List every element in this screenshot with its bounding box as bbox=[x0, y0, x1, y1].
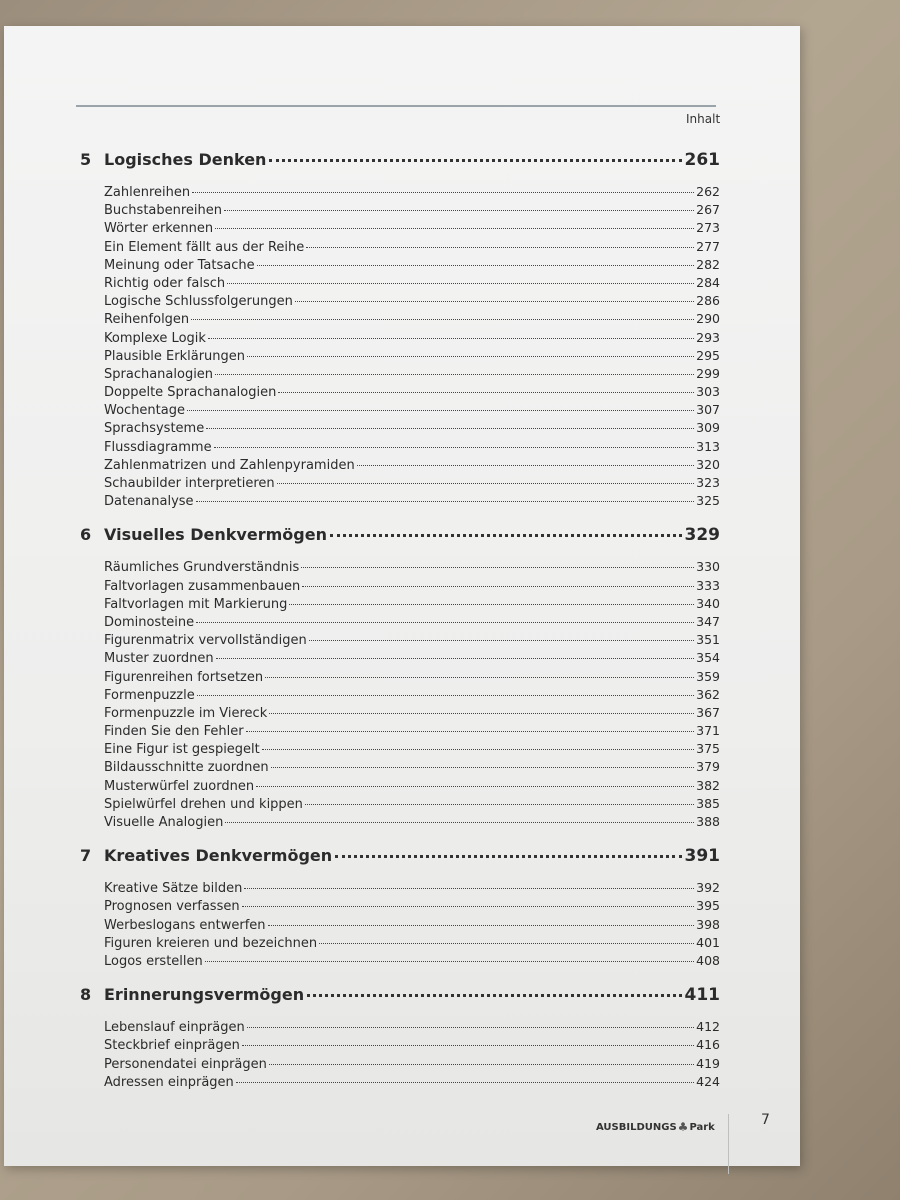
entry-title: Logos erstellen bbox=[104, 953, 203, 969]
dot-leader bbox=[236, 1082, 694, 1083]
dot-leader bbox=[269, 159, 681, 162]
entry-page: 333 bbox=[696, 577, 720, 593]
entry-page: 313 bbox=[696, 438, 720, 454]
toc-entry bbox=[104, 687, 720, 705]
toc-entry bbox=[104, 239, 720, 257]
chapter-number: 8 bbox=[80, 985, 92, 1005]
toc-entry bbox=[104, 898, 720, 916]
dot-leader bbox=[289, 604, 694, 605]
toc-entry bbox=[104, 778, 720, 796]
chapter-title: Visuelles Denkvermögen bbox=[104, 525, 327, 545]
dot-leader bbox=[265, 677, 694, 678]
dot-leader bbox=[247, 1027, 694, 1028]
chapter-entries bbox=[80, 1019, 720, 1092]
table-of-contents bbox=[80, 150, 720, 1106]
dot-leader bbox=[216, 658, 694, 659]
toc-entry bbox=[104, 457, 720, 475]
toc-entry bbox=[104, 330, 720, 348]
entry-title: Räumliches Grundverständnis bbox=[104, 560, 300, 576]
dot-leader bbox=[277, 483, 694, 484]
publisher-logo bbox=[596, 1120, 715, 1134]
entry-title: Werbeslogans entwerfen bbox=[104, 917, 266, 933]
entry-title: Zahlenreihen bbox=[104, 185, 191, 200]
entry-page: 340 bbox=[696, 595, 720, 611]
entry-title: Faltvorlagen zusammenbauen bbox=[104, 578, 301, 594]
toc-entry bbox=[104, 402, 720, 420]
entry-title: Buchstabenreihen bbox=[104, 203, 223, 219]
toc-entry bbox=[104, 293, 720, 311]
dot-leader bbox=[244, 888, 694, 889]
toc-entry bbox=[104, 614, 720, 632]
toc-entry bbox=[104, 596, 720, 614]
entry-page: 362 bbox=[696, 686, 720, 702]
dot-leader bbox=[335, 855, 681, 858]
toc-entry bbox=[104, 1056, 720, 1074]
book-page bbox=[4, 26, 800, 1166]
entry-title: Bildausschnitte zuordnen bbox=[104, 760, 269, 776]
dot-leader bbox=[192, 192, 694, 193]
entry-page: 347 bbox=[696, 613, 720, 629]
toc-entry bbox=[104, 880, 720, 898]
entry-page: 392 bbox=[696, 880, 720, 896]
toc-entry bbox=[104, 493, 720, 511]
entry-page: 303 bbox=[696, 384, 720, 400]
entry-title: Spielwürfel drehen und kippen bbox=[104, 796, 303, 812]
entry-page: 299 bbox=[696, 365, 720, 381]
entry-title: Formenpuzzle im Viereck bbox=[104, 705, 268, 721]
entry-title: Muster zuordnen bbox=[104, 651, 214, 667]
dot-leader bbox=[269, 1064, 694, 1065]
dot-leader bbox=[309, 640, 694, 641]
entry-page: 277 bbox=[696, 238, 720, 254]
entry-page: 284 bbox=[696, 274, 720, 290]
entry-title: Musterwürfel zuordnen bbox=[104, 778, 255, 794]
toc-entry bbox=[104, 202, 720, 220]
dot-leader bbox=[206, 428, 694, 429]
entry-title: Steckbrief einprägen bbox=[104, 1038, 240, 1054]
dot-leader bbox=[306, 247, 694, 248]
entry-title: Reihenfolgen bbox=[104, 312, 190, 328]
chapter-page: 261 bbox=[684, 150, 720, 170]
dot-leader bbox=[187, 410, 694, 411]
toc-entry bbox=[104, 796, 720, 814]
toc-entry bbox=[104, 559, 720, 577]
chapter-title: Kreatives Denkvermögen bbox=[104, 846, 333, 866]
entry-title: Formenpuzzle bbox=[104, 687, 195, 703]
dot-leader bbox=[268, 925, 695, 926]
entry-page: 307 bbox=[696, 402, 720, 418]
dot-leader bbox=[215, 374, 694, 375]
entry-page: 398 bbox=[696, 916, 720, 932]
dot-leader bbox=[302, 586, 694, 587]
chapter-heading bbox=[80, 846, 720, 880]
toc-entry bbox=[104, 439, 720, 457]
entry-page: 367 bbox=[696, 704, 720, 720]
entry-title: Faltvorlagen mit Markierung bbox=[104, 596, 288, 612]
chapter-page: 329 bbox=[684, 525, 720, 546]
dot-leader bbox=[256, 786, 694, 787]
dot-leader bbox=[215, 228, 694, 229]
toc-entry bbox=[104, 705, 720, 723]
running-header: Inhalt bbox=[686, 112, 721, 126]
dot-leader bbox=[257, 265, 695, 266]
dot-leader bbox=[191, 319, 694, 320]
entry-page: 359 bbox=[696, 668, 720, 684]
entry-title: Sprachsysteme bbox=[104, 421, 205, 437]
toc-entry bbox=[104, 632, 720, 650]
dot-leader bbox=[247, 356, 694, 357]
dot-leader bbox=[262, 749, 694, 750]
entry-page: 309 bbox=[696, 420, 720, 436]
toc-entry bbox=[104, 220, 720, 238]
dot-leader bbox=[196, 622, 694, 623]
dot-leader bbox=[196, 501, 695, 502]
entry-page: 293 bbox=[696, 329, 720, 345]
page-number: 7 bbox=[761, 1112, 770, 1128]
toc-entry bbox=[104, 384, 720, 402]
entry-page: 325 bbox=[696, 493, 720, 509]
entry-page: 419 bbox=[696, 1055, 720, 1071]
dot-leader bbox=[227, 283, 694, 284]
dot-leader bbox=[278, 392, 694, 393]
entry-page: 330 bbox=[696, 559, 720, 575]
toc-entry bbox=[104, 1074, 720, 1092]
entry-title: Wochentage bbox=[104, 403, 185, 419]
dot-leader bbox=[319, 943, 694, 944]
dot-leader bbox=[224, 210, 694, 211]
dot-leader bbox=[208, 338, 694, 339]
toc-entry bbox=[104, 1019, 720, 1037]
logo-text-right: Park bbox=[689, 1121, 715, 1133]
logo-text-left: AUSBILDUNGS bbox=[596, 1121, 677, 1133]
toc-entry bbox=[104, 917, 720, 935]
entry-title: Plausible Erklärungen bbox=[104, 348, 246, 364]
dot-leader bbox=[214, 447, 695, 448]
chapter-heading bbox=[80, 985, 720, 1019]
entry-page: 267 bbox=[696, 202, 720, 218]
entry-title: Logische Schlussfolgerungen bbox=[104, 294, 293, 310]
header-rule bbox=[76, 105, 716, 107]
entry-title: Dominosteine bbox=[104, 614, 195, 630]
dot-leader bbox=[242, 906, 695, 907]
entry-title: Wörter erkennen bbox=[104, 221, 214, 237]
entry-page: 408 bbox=[696, 952, 720, 968]
dot-leader bbox=[295, 301, 694, 302]
entry-title: Prognosen verfassen bbox=[104, 899, 240, 915]
entry-title: Figuren kreieren und bezeichnen bbox=[104, 935, 318, 951]
entry-page: 262 bbox=[696, 184, 720, 199]
entry-title: Komplexe Logik bbox=[104, 330, 206, 346]
dot-leader bbox=[357, 465, 694, 466]
dot-leader bbox=[305, 804, 694, 805]
entry-title: Doppelte Sprachanalogien bbox=[104, 385, 277, 401]
chapter-heading bbox=[80, 525, 720, 559]
entry-title: Sprachanalogien bbox=[104, 366, 214, 382]
toc-entry bbox=[104, 366, 720, 384]
footer-divider bbox=[728, 1114, 729, 1174]
entry-title: Ein Element fällt aus der Reihe bbox=[104, 239, 305, 255]
toc-entry bbox=[104, 257, 720, 275]
entry-title: Schaubilder interpretieren bbox=[104, 476, 275, 491]
entry-title: Adressen einprägen bbox=[104, 1074, 234, 1090]
entry-page: 395 bbox=[696, 898, 720, 914]
entry-page: 354 bbox=[696, 650, 720, 666]
entry-page: 282 bbox=[696, 256, 720, 272]
entry-title: Lebenslauf einprägen bbox=[104, 1020, 245, 1036]
chapter-number: 5 bbox=[80, 150, 92, 169]
dot-leader bbox=[197, 695, 694, 696]
toc-entry bbox=[104, 420, 720, 438]
chapter-title: Erinnerungsvermögen bbox=[104, 985, 305, 1005]
entry-page: 295 bbox=[696, 347, 720, 363]
toc-entry bbox=[104, 759, 720, 777]
toc-entry bbox=[104, 475, 720, 493]
entry-title: Figurenmatrix vervollständigen bbox=[104, 633, 307, 649]
entry-page: 375 bbox=[696, 741, 720, 757]
toc-entry bbox=[104, 814, 720, 832]
chapter-entries bbox=[80, 184, 720, 511]
entry-page: 382 bbox=[696, 777, 720, 793]
toc-entry bbox=[104, 275, 720, 293]
entry-page: 320 bbox=[696, 456, 720, 472]
toc-entry bbox=[104, 741, 720, 759]
entry-page: 371 bbox=[696, 723, 720, 739]
dot-leader bbox=[307, 994, 681, 997]
dot-leader bbox=[269, 713, 694, 714]
entry-title: Meinung oder Tatsache bbox=[104, 257, 255, 273]
entry-title: Visuelle Analogien bbox=[104, 815, 224, 830]
chapter-heading bbox=[80, 150, 720, 184]
entry-page: 286 bbox=[696, 293, 720, 309]
entry-page: 385 bbox=[696, 795, 720, 811]
entry-page: 388 bbox=[696, 814, 720, 829]
tree-icon: ♣ bbox=[677, 1120, 689, 1134]
dot-leader bbox=[242, 1045, 694, 1046]
chapter-entries bbox=[80, 880, 720, 971]
dot-leader bbox=[301, 567, 694, 568]
entry-page: 290 bbox=[696, 311, 720, 327]
toc-entry bbox=[104, 348, 720, 366]
toc-entry bbox=[104, 650, 720, 668]
entry-page: 323 bbox=[696, 475, 720, 490]
entry-page: 412 bbox=[696, 1019, 720, 1035]
toc-entry bbox=[104, 1037, 720, 1055]
dot-leader bbox=[205, 961, 694, 962]
dot-leader bbox=[225, 822, 694, 823]
chapter-title: Logisches Denken bbox=[104, 150, 267, 169]
entry-page: 401 bbox=[696, 934, 720, 950]
entry-page: 379 bbox=[696, 759, 720, 775]
entry-title: Finden Sie den Fehler bbox=[104, 724, 244, 740]
toc-entry bbox=[104, 723, 720, 741]
entry-page: 273 bbox=[696, 220, 720, 236]
toc-entry bbox=[104, 184, 720, 202]
chapter-page: 391 bbox=[684, 846, 720, 867]
toc-entry bbox=[104, 311, 720, 329]
chapter-page: 411 bbox=[684, 985, 720, 1006]
entry-title: Kreative Sätze bilden bbox=[104, 881, 243, 897]
chapter-entries bbox=[80, 559, 720, 832]
dot-leader bbox=[246, 731, 695, 732]
entry-title: Flussdiagramme bbox=[104, 439, 212, 455]
chapter-number: 6 bbox=[80, 525, 92, 545]
entry-page: 424 bbox=[696, 1073, 720, 1089]
entry-title: Figurenreihen fortsetzen bbox=[104, 669, 264, 685]
entry-title: Zahlenmatrizen und Zahlenpyramiden bbox=[104, 457, 355, 473]
toc-entry bbox=[104, 953, 720, 971]
entry-title: Personendatei einprägen bbox=[104, 1056, 267, 1072]
entry-title: Richtig oder falsch bbox=[104, 275, 226, 291]
toc-entry bbox=[104, 578, 720, 596]
dot-leader bbox=[271, 767, 695, 768]
entry-page: 416 bbox=[696, 1037, 720, 1053]
entry-title: Datenanalyse bbox=[104, 494, 194, 510]
entry-page: 351 bbox=[696, 632, 720, 648]
toc-entry bbox=[104, 669, 720, 687]
chapter-number: 7 bbox=[80, 846, 92, 866]
dot-leader bbox=[330, 534, 682, 537]
entry-title: Eine Figur ist gespiegelt bbox=[104, 742, 260, 758]
toc-entry bbox=[104, 935, 720, 953]
